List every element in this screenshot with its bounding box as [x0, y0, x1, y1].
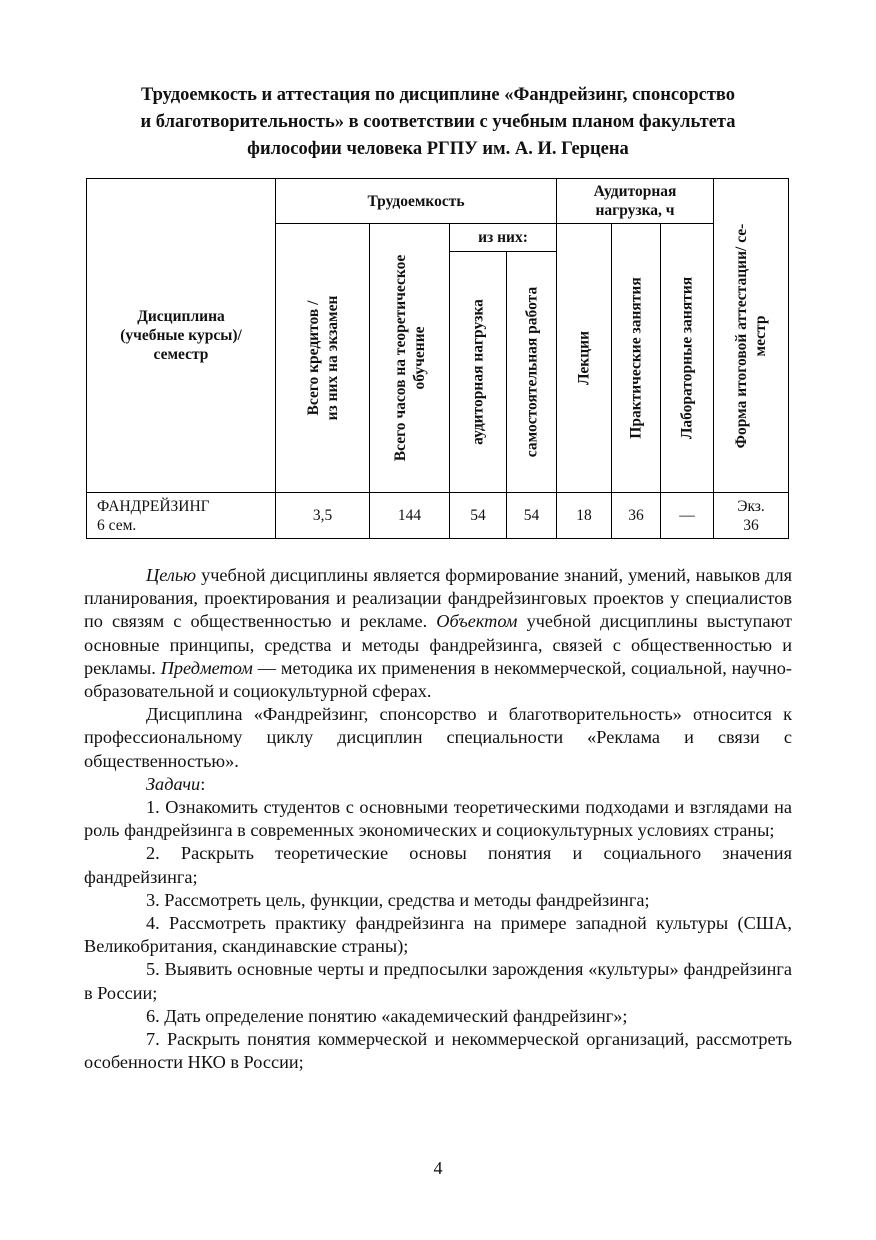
- header-line: Всего часов на теоретическое: [391, 254, 409, 462]
- lectures-header: [557, 224, 612, 493]
- form-header: [714, 179, 789, 493]
- header-line: обучение: [410, 326, 428, 390]
- lab-cell: —: [661, 493, 714, 539]
- table-title: [80, 82, 796, 163]
- credits-cell: 3,5: [276, 493, 370, 539]
- header-line: Дисциплина: [137, 308, 225, 325]
- term-goal: Целью: [146, 565, 197, 585]
- task-item: 6. Дать определение понятию «академический фандрейзинг»;: [146, 1005, 628, 1026]
- paragraph-discipline: Дисциплина «Фандрейзинг, спонсорство и благотворительность» относится к профессиональному циклу дисциплин специальности «Реклама и связи с общественностью».: [84, 704, 792, 771]
- aud-load-cell: 54: [450, 493, 507, 539]
- discipline-header: [87, 179, 276, 493]
- discipline-cell: [87, 493, 276, 539]
- practical-cell: 36: [612, 493, 661, 539]
- cell-line: Экз.: [737, 497, 765, 515]
- page-number: 4: [433, 1158, 443, 1178]
- cell-line: 6 сем.: [97, 516, 137, 534]
- self-work-header: [507, 252, 557, 493]
- header-line: (учебные курсы)/: [120, 327, 242, 344]
- of-them-header: из них:: [450, 224, 557, 252]
- tasks-label: Задачи: [146, 773, 201, 794]
- header-line: Лекции: [575, 330, 593, 386]
- task-item: 1. Ознакомить студентов с основными теоретическими подходами и взглядами на роль фандрейзинга в современных экономических и социокультурных условиях страны;: [84, 797, 792, 841]
- task-item: 5. Выявить основные черты и предпосылки зарождения «культуры» фандрейзинга в России;: [84, 959, 792, 1003]
- text-span: учебной дисциплины является формирование знаний, умений, навыков для планирования, проектирования и реализации фандрейзинговых проектов у специалистов по связям с общественностью и рекламе.: [84, 565, 792, 632]
- hours-cell: 144: [370, 493, 450, 539]
- text-span: учебной дисциплины выступают основные принципы, средства и методы фандрейзинга, связей с общественностью и рекламы.: [84, 611, 792, 678]
- header-line: Практические занятия: [627, 277, 645, 439]
- workload-table: [86, 178, 789, 539]
- header-line: Лабораторные занятия: [678, 276, 696, 440]
- task-item: 3. Рассмотреть цель, функции, средства и методы фандрейзинга;: [146, 889, 650, 910]
- header-line: нагрузка, ч: [595, 202, 675, 219]
- auditory-group-header: [557, 179, 714, 224]
- header-line: Аудиторная: [593, 183, 677, 200]
- lab-header: [661, 224, 714, 493]
- self-work-cell: 54: [507, 493, 557, 539]
- tasks-heading: [84, 773, 792, 796]
- hours-header: [370, 224, 450, 493]
- text-span: :: [200, 773, 206, 794]
- table-row: [87, 493, 789, 539]
- paragraph-goal: [84, 564, 792, 703]
- title-line: Трудоемкость и аттестация по дисциплине «Фандрейзинг, спонсорство: [140, 85, 736, 105]
- term-subject: Предметом: [160, 657, 253, 678]
- text-span: — методика их применения в некоммерческой, социальной, научно-образовательной и социокультурной сферах.: [84, 657, 792, 702]
- practical-header: [612, 224, 661, 493]
- term-object: Объектом: [436, 611, 518, 632]
- header-line: самостоятельная работа: [523, 286, 540, 458]
- body-text: [84, 564, 792, 1074]
- title-line: философии человека РГПУ им. А. И. Герцена: [247, 139, 629, 159]
- task-item: 2. Раскрыть теоретические основы понятия и социального значения фандрейзинга;: [84, 843, 792, 887]
- task-item: 7. Раскрыть понятия коммерческой и некоммерческой организаций, рассмотреть особенности НКО в России;: [84, 1029, 792, 1073]
- header-line: аудиторная нагрузка: [469, 299, 487, 445]
- labor-group-header: Трудоемкость: [276, 179, 557, 224]
- header-line: Всего кредитов /: [304, 300, 322, 416]
- title-line: и благотворительность» в соответствии с учебным планом факультета: [140, 112, 736, 132]
- cell-line: ФАНДРЕЙЗИНГ: [97, 497, 210, 515]
- aud-load-header: [450, 252, 507, 493]
- header-line: местр: [752, 315, 770, 356]
- task-item: 4. Рассмотреть практику фандрейзинга на примере западной культуры (США, Великобритания, скандинавские страны);: [84, 913, 792, 957]
- credits-header: [276, 224, 370, 493]
- header-line: семестр: [153, 346, 209, 363]
- form-cell: [714, 493, 789, 539]
- header-line: Форма итоговой аттестации/ се-: [733, 223, 751, 448]
- cell-line: 36: [743, 516, 759, 534]
- lectures-cell: 18: [557, 493, 612, 539]
- header-line: из них на экзамен: [323, 295, 341, 421]
